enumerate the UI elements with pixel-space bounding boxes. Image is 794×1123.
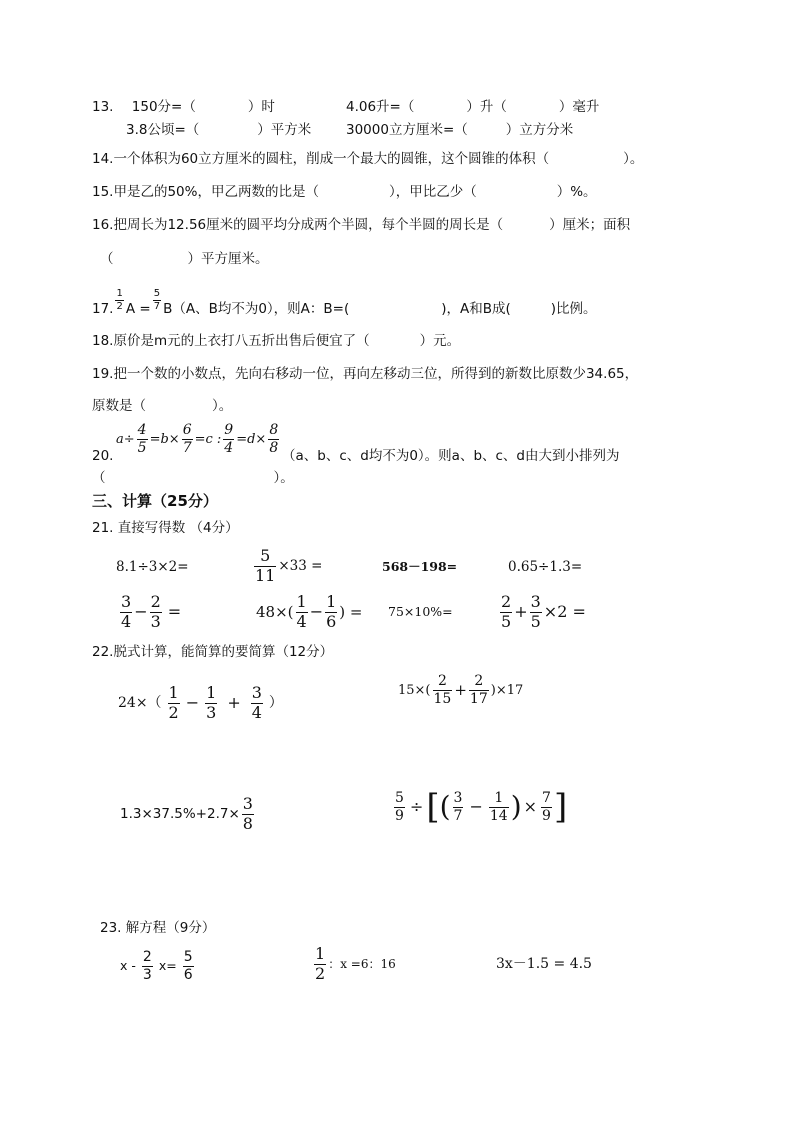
q19-line1 — [92, 368, 638, 382]
q20-text: （a、b、c、d均不为0）。则a、b、c、d由大到小排列为 — [282, 448, 620, 464]
q19-text1: 19.把一个数的小数点，先向右移动一位，再向左移动三位，所得到的新数比原数少34.65， — [92, 366, 639, 382]
q22-expr-2-end: )×17 — [490, 682, 524, 698]
q20-b: =b× — [149, 431, 180, 447]
q21-expr-5-fraction-a: $\frac{3}{4}$ — [121, 592, 132, 631]
q22-expr-1-op1: − — [185, 693, 200, 713]
q20-a: a÷ — [116, 431, 135, 447]
q23-expr-1-mid: x= — [158, 957, 177, 973]
q21-expr-6-start: 48×( — [256, 602, 294, 621]
q21-expr-5-op: − — [134, 602, 148, 622]
q23-expr-3: 3x－1.5 = 4.5 — [496, 956, 592, 972]
q22-title: 22.脱式计算，能简算的要简算（12分） — [92, 644, 334, 660]
q21-expr-5-fraction-b: $\frac{2}{3}$ — [150, 592, 161, 631]
q21-expr-7: 75×10%= — [388, 604, 453, 619]
q23-expr-2-rest: ：x =6：16 — [328, 957, 396, 972]
q23-expr-1-fraction-a: $\frac{2}{3}$ — [142, 949, 152, 983]
q17-a-eq: A = — [125, 301, 151, 317]
q21-title: 21. 直接写得数 （4分） — [92, 520, 239, 536]
q22-expr-4-left-bracket: [ — [426, 787, 440, 827]
q20-line2-open: （ — [92, 470, 106, 486]
q22-expr-2-start: 15×( — [398, 682, 431, 698]
q22-expr-1-fraction-b: $\frac{1}{3}$ — [206, 683, 217, 722]
q20-number: 20. — [92, 448, 114, 464]
q13-line1b — [346, 101, 599, 115]
q16-text2-end: ）平方厘米。 — [187, 251, 269, 267]
q18-line — [92, 335, 460, 349]
q22-expr-4-div: ÷ — [409, 797, 424, 816]
q22-expr-4-mul: × — [523, 797, 538, 816]
q22-expr-1-fraction-c: $\frac{3}{4}$ — [251, 683, 262, 722]
q21-expr-8-fraction-a: $\frac{2}{5}$ — [501, 592, 512, 631]
q21-expr-8 — [498, 594, 586, 631]
q21-expr-8-fraction-b: $\frac{3}{5}$ — [530, 592, 541, 631]
q20-expression — [116, 423, 281, 455]
q23-expr-2-fraction: $\frac{1}{2}$ — [315, 944, 326, 983]
q21-expr-8-end: ×2 = — [543, 602, 586, 622]
q13-number: 13. — [92, 99, 114, 115]
q22-expr-2-op: + — [454, 680, 467, 699]
q15-end: ）%。 — [556, 184, 597, 200]
q21-expr-2 — [252, 548, 322, 585]
q17-fraction-2: $\frac{5}{7}$ — [153, 287, 161, 313]
q22-expr-2-fraction-a: $\frac{2}{15}$ — [433, 673, 452, 707]
q20-line2-end: ）。 — [273, 470, 294, 486]
q22-expr-2 — [398, 674, 523, 706]
q20-fraction-3: $\frac{9}{4}$ — [224, 422, 234, 456]
q21-expr-6 — [256, 594, 363, 631]
q22-expr-3-fraction: $\frac{3}{8}$ — [242, 794, 253, 833]
q22-expr-4-fraction-c: $\frac{1}{14}$ — [489, 789, 508, 824]
q17-end: )比例。 — [550, 301, 597, 317]
q16-text1: 16.把周长为12.56厘米的圆平均分成两个半圆，每个半圆的周长是（ — [92, 217, 504, 233]
q16-text1-end: ）厘米；面积 — [549, 217, 631, 233]
q13-line1 — [92, 101, 275, 115]
q13-c-end: ）平方米 — [257, 122, 312, 138]
q22-expr-1-start: 24×（ — [118, 695, 162, 712]
q19-line2 — [92, 400, 232, 414]
q21-expr-2-fraction: $\frac{5}{11}$ — [255, 546, 276, 585]
q22-expr-4-op: − — [469, 797, 483, 816]
q22-expr-4-left-paren: ( — [439, 790, 451, 823]
q21-expr-1: 8.1÷3×2= — [116, 559, 189, 575]
q17-number: 17. — [92, 301, 114, 317]
q20-c: =c : — [194, 431, 222, 447]
q22-expr-4 — [392, 787, 568, 827]
q22-expr-4-right-bracket: ] — [553, 787, 568, 827]
q14-text: 14.一个体积为60立方厘米的圆柱，削成一个最大的圆锥，这个圆锥的体积（ — [92, 151, 550, 167]
q19-text2: 原数是（ — [92, 398, 146, 414]
q21-expr-8-op: + — [514, 602, 528, 622]
section-3-title: 三、计算（25分） — [92, 492, 218, 510]
q13-c: 3.8公顷=（ — [126, 122, 200, 138]
q22-expr-1 — [118, 685, 283, 722]
q13-line2b — [346, 124, 573, 138]
q14-line — [92, 153, 643, 167]
q22-expr-3 — [120, 796, 256, 833]
q15-mid: ），甲比乙少（ — [388, 184, 477, 200]
q13-a-end: ）时 — [247, 99, 275, 115]
q22-expr-1-op2: + — [227, 693, 241, 713]
q23-expr-1-fraction-b: $\frac{5}{6}$ — [183, 949, 193, 983]
q17-line — [92, 287, 597, 317]
q21-expr-5 — [118, 594, 181, 631]
q20-d: =d× — [236, 431, 267, 447]
q21-expr-6-fraction-b: $\frac{1}{6}$ — [326, 592, 337, 631]
q22-expr-2-fraction-b: $\frac{2}{17}$ — [469, 673, 488, 707]
q16-text2: （ — [100, 251, 114, 267]
q17-fraction-1: $\frac{1}{2}$ — [116, 287, 123, 313]
q22-expr-1-fraction-a: $\frac{1}{2}$ — [168, 683, 179, 722]
q13-d-end: ）立方分米 — [505, 122, 574, 138]
q22-expr-1-end: ） — [268, 695, 283, 712]
q20-fraction-1: $\frac{4}{5}$ — [137, 422, 147, 456]
q17-text: B（A、B均不为0），则A：B=( — [163, 301, 350, 317]
q18-text: 18.原价是m元的上衣打八五折出售后便宜了（ — [92, 333, 370, 349]
q21-expr-2-rest: ×33 = — [278, 557, 323, 574]
q13-d: 30000立方厘米=（ — [346, 122, 468, 138]
q21-expr-4: 0.65÷1.3= — [508, 559, 583, 575]
q22-expr-4-fraction-b: $\frac{3}{7}$ — [453, 789, 463, 824]
q21-expr-3: 568－198= — [382, 559, 458, 574]
q21-expr-5-eq: = — [167, 602, 182, 622]
q23-expr-1-start: x - — [120, 957, 136, 973]
q13-b: 4.06升=（ — [346, 99, 415, 115]
q14-end: ）。 — [623, 151, 644, 167]
q20-fraction-2: $\frac{6}{7}$ — [182, 422, 192, 456]
q20-fraction-4: $\frac{8}{8}$ — [269, 422, 279, 456]
q23-title: 23. 解方程（9分） — [100, 920, 216, 936]
q13-b-mid: ）升（ — [466, 99, 507, 115]
q23-expr-1 — [120, 950, 196, 982]
q18-end: ）元。 — [419, 333, 461, 349]
q21-expr-6-end: ) = — [339, 602, 363, 621]
q13-a: 150分=（ — [131, 99, 196, 115]
q22-expr-3-start: 1.3×37.5%+2.7× — [120, 805, 240, 822]
q13-b-end: ）毫升 — [558, 99, 600, 115]
q20-line2 — [92, 472, 294, 486]
q22-expr-4-fraction-a: $\frac{5}{9}$ — [395, 789, 404, 824]
q16-line2 — [100, 253, 269, 267]
q16-line1 — [92, 219, 630, 233]
q17-mid: )，A和B成( — [441, 301, 511, 317]
q21-expr-6-op: − — [309, 602, 324, 622]
q22-expr-4-right-paren: ) — [510, 790, 522, 823]
q15-text: 15.甲是乙的50%，甲乙两数的比是（ — [92, 184, 319, 200]
q13-line2 — [126, 124, 311, 138]
q23-expr-2 — [312, 946, 396, 983]
q22-expr-4-fraction-d: $\frac{7}{9}$ — [542, 789, 551, 824]
q15-line — [92, 186, 597, 200]
q21-expr-6-fraction-a: $\frac{1}{4}$ — [296, 592, 307, 631]
q19-text2-end: ）。 — [212, 398, 233, 414]
